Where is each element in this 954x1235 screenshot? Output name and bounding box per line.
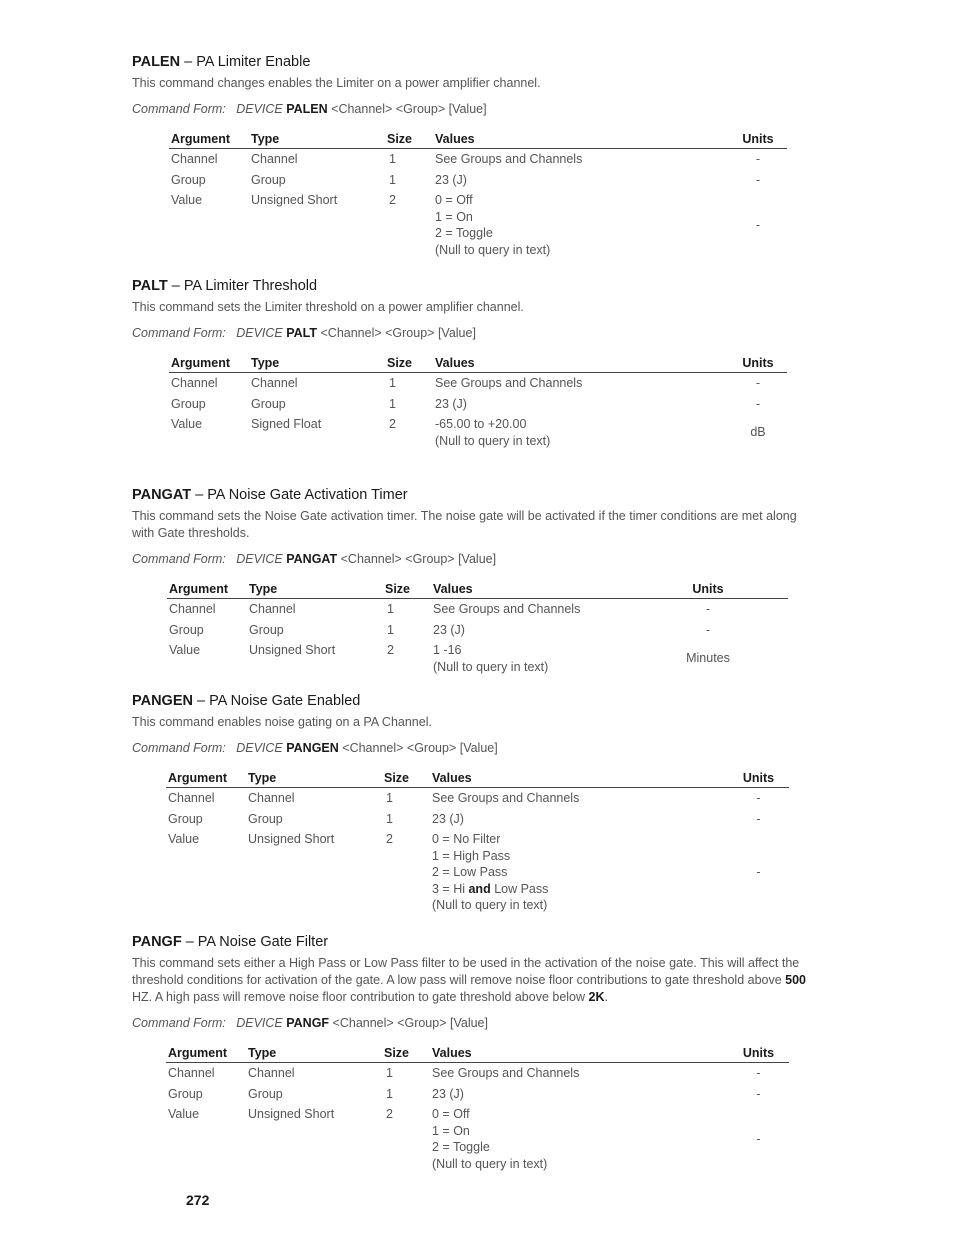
command-form: Command Form: DEVICE PANGF <Channel> <Group> [Value] [132,1016,488,1030]
table-row: Group Group 1 23 (J) - [169,622,711,637]
table-row: Group Group 1 23 (J) - [171,172,761,187]
table-row: Channel Channel 1 See Groups and Channels - [169,602,711,616]
argument-table [169,356,787,451]
section-description: This command sets either a High Pass or Low Pass filter to be used in the activation of the noise gate. This will affect the threshold conditions for activation of the gate. A low pass will remove noise floor contributions to gate threshold above 500 HZ. A high pass will remove noise floor contribution to gate threshold above below 2K. [132,956,807,1004]
section-pangat [132,486,812,677]
section-title: PANGEN – PA Noise Gate Enabled [132,693,361,709]
argument-table [166,1046,789,1174]
table-header: Argument Type Size Values Units [166,771,789,788]
table-row: Value Unsigned Short 2 0 = No Filter 1 = High Pass 2 = Low Pass 3 = Hi and Low Pass (Null to query in text) - [168,832,761,912]
command-form: Command Form: DEVICE PANGEN <Channel> <Group> [Value] [132,741,498,755]
table-row: Channel Channel 1 See Groups and Channels - [168,1066,761,1080]
argument-table [166,771,789,916]
table-row: Channel Channel 1 See Groups and Channels - [171,152,761,166]
command-form: Command Form: DEVICE PANGAT <Channel> <Group> [Value] [132,552,497,566]
table-row: Value Unsigned Short 2 1 -16 (Null to query in text) Minutes [169,643,730,674]
table-row: Channel Channel 1 See Groups and Channels - [168,791,761,805]
table-row: Group Group 1 23 (J) - [168,1086,761,1101]
section-palen [132,53,812,260]
section-palt [132,277,812,451]
page-number: 272 [186,1192,210,1208]
argument-table [167,582,788,677]
section-title: PANGAT – PA Noise Gate Activation Timer [132,487,408,503]
section-description: This command changes enables the Limiter on a power amplifier channel. [132,76,541,90]
command-form: Command Form: DEVICE PALEN <Channel> <Group> [Value] [132,102,487,116]
table-row: Group Group 1 23 (J) - [168,811,761,826]
table-header: Argument Type Size Values Units [166,1046,789,1063]
section-description: This command sets the Limiter threshold on a power amplifier channel. [132,300,524,314]
section-pangf [132,933,812,1174]
section-title: PANGF – PA Noise Gate Filter [132,934,329,950]
table-header: Argument Type Size Values Units [167,582,788,599]
table-row: Value Unsigned Short 2 0 = Off 1 = On 2 = Toggle (Null to query in text) - [171,193,761,257]
section-title: PALEN – PA Limiter Enable [132,54,311,70]
command-form: Command Form: DEVICE PALT <Channel> <Group> [Value] [132,326,476,340]
table-row: Value Signed Float 2 -65.00 to +20.00 (Null to query in text) dB [171,417,766,448]
table-row: Channel Channel 1 See Groups and Channels - [171,376,761,390]
table-row: Group Group 1 23 (J) - [171,396,761,411]
argument-table [169,132,787,260]
section-pangen [132,692,812,916]
table-header: Argument Type Size Values Units [169,356,787,373]
section-title: PALT – PA Limiter Threshold [132,278,318,294]
section-description: This command enables noise gating on a PA Channel. [132,715,432,729]
section-description: This command sets the Noise Gate activation timer. The noise gate will be activated if the timer conditions are met along with Gate thresholds. [132,509,797,540]
table-header: Argument Type Size Values Units [169,132,787,149]
table-row: Value Unsigned Short 2 0 = Off 1 = On 2 = Toggle (Null to query in text) - [168,1107,761,1171]
